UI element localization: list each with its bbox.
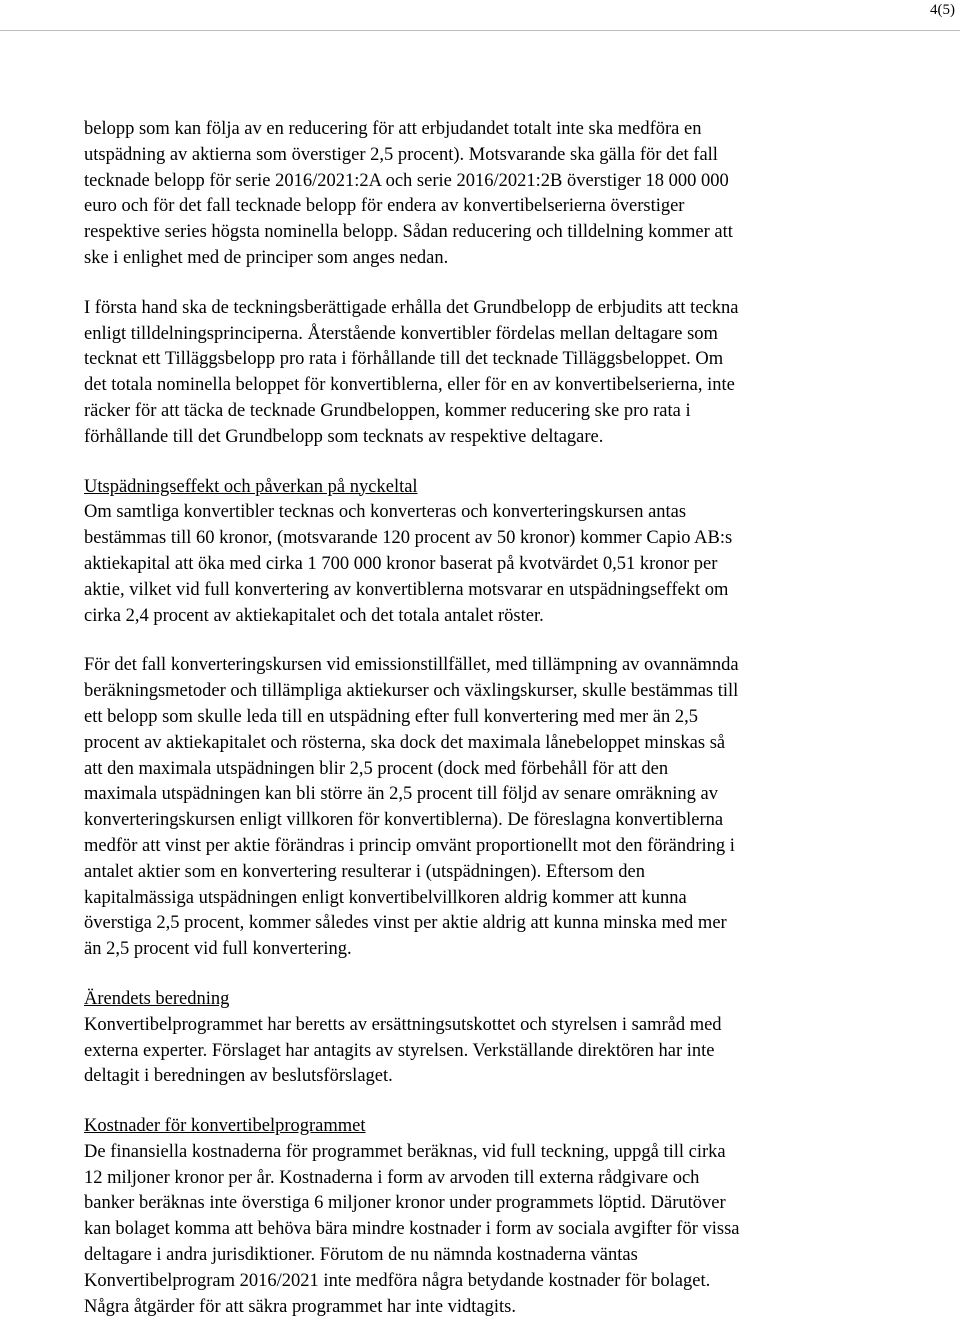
text-line: det totala nominella beloppet för konvertiblerna, eller för en av konvertibelserierna, inte	[84, 375, 735, 396]
text-line: beräkningsmetoder och tillämpliga aktiekurser och växlingskurser, skulle bestämmas till	[84, 681, 739, 702]
text-line: Konvertibelprogram 2016/2021 inte medföra några betydande kostnader för bolaget.	[84, 1270, 711, 1291]
text-line: överstiga 2,5 procent, kommer således vinst per aktie aldrig att kunna minska med mer	[84, 913, 727, 934]
text-line: räcker för att täcka de tecknade Grundbeloppen, kommer reducering ske pro rata i	[84, 400, 691, 421]
text-line: ett belopp som skulle leda till en utspädning efter full konvertering med mer än 2,5	[84, 706, 698, 727]
text-line: Några åtgärder för att säkra programmet har inte vidtagits.	[84, 1296, 517, 1317]
text-line: De finansiella kostnaderna för programmet beräknas, vid full teckning, uppgå till cirka	[84, 1141, 726, 1162]
document-body	[84, 117, 884, 1344]
text-line: enligt tilldelningsprinciperna. Återstående konvertibler fördelas mellan deltagare som	[84, 323, 718, 344]
text-line: belopp som kan följa av en reducering för att erbjudandet totalt inte ska medföra en	[84, 119, 702, 139]
section-heading-preparation: Ärendets beredning	[84, 988, 230, 1009]
text-line: externa experter. Förslaget har antagits av styrelsen. Verkställande direktören har inte	[84, 1040, 715, 1061]
text-line: tecknade belopp för serie 2016/2021:2A och serie 2016/2021:2B överstiger 18 000 000	[84, 170, 729, 191]
text-line: deltagare i andra jurisdiktioner. Förutom de nu nämnda kostnaderna väntas	[84, 1245, 638, 1266]
text-line: maximala utspädningen kan bli större än 2,5 procent till följd av senare omräkning av	[84, 784, 718, 805]
header-rule	[0, 30, 960, 31]
section-preparation	[84, 987, 884, 1090]
paragraph-reduction	[84, 117, 884, 272]
text-line: ske i enlighet med de principer som anges nedan.	[84, 247, 449, 268]
section-costs	[84, 1114, 884, 1320]
text-line: procent av aktiekapitalet och rösterna, ska dock det maximala lånebeloppet minskas så	[84, 732, 726, 753]
text-line: Konvertibelprogrammet har beretts av ersättningsutskottet och styrelsen i samråd med	[84, 1014, 722, 1035]
text-line: deltagit i beredningen av beslutsförslaget.	[84, 1066, 393, 1087]
paragraph-conversion-rate	[84, 653, 884, 963]
text-line: euro och för det fall tecknade belopp för endera av konvertibelserierna överstiger	[84, 196, 685, 217]
text-line: tecknat ett Tilläggsbelopp pro rata i förhållande till det tecknade Tilläggsbeloppet. Om	[84, 349, 724, 370]
text-line: 12 miljoner kronor per år. Kostnaderna i form av arvoden till externa rådgivare och	[84, 1167, 700, 1188]
section-heading-costs: Kostnader för konvertibelprogrammet	[84, 1116, 366, 1137]
text-line: bestämmas till 60 kronor, (motsvarande 120 procent av 50 kronor) kommer Capio AB:s	[84, 528, 733, 549]
text-line: utspädning av aktierna som överstiger 2,5 procent). Motsvarande ska gälla för det fall	[84, 144, 718, 165]
text-line: aktiekapital att öka med cirka 1 700 000 kronor baserat på kvotvärdet 0,51 kronor per	[84, 553, 718, 574]
text-line: konverteringskursen enligt villkoren för konvertiblerna). De föreslagna konvertiblerna	[84, 810, 724, 831]
section-heading-dilution: Utspädningseffekt och påverkan på nyckeltal	[84, 476, 418, 497]
text-line: att den maximala utspädningen blir 2,5 procent (dock med förbehåll för att den	[84, 758, 669, 779]
page-number: 4(5)	[930, 2, 955, 18]
text-line: förhållande till det Grundbelopp som tecknats av respektive deltagare.	[84, 426, 604, 447]
text-line: kapitalmässiga utspädningen enligt konvertibelvillkoren aldrig kommer att kunna	[84, 887, 687, 908]
text-line: I första hand ska de teckningsberättigade erhålla det Grundbelopp de erbjudits att teckna	[84, 297, 739, 318]
paragraph-allocation	[84, 296, 884, 451]
text-line: banker beräknas inte överstiga 6 miljoner kronor under programmets löptid. Därutöver	[84, 1193, 726, 1214]
text-line: än 2,5 procent vid full konvertering.	[84, 939, 352, 960]
text-line: antalet aktier som en konvertering resulterar i (utspädningen). Eftersom den	[84, 861, 645, 882]
text-line: aktie, vilket vid full konvertering av konvertiblerna motsvarar en utspädningseffekt om	[84, 579, 729, 600]
text-line: respektive series högsta nominella belopp. Sådan reducering och tilldelning kommer att	[84, 222, 733, 243]
text-line: För det fall konverteringskursen vid emissionstillfället, med tillämpning av ovannämnda	[84, 655, 739, 676]
section-dilution	[84, 475, 884, 630]
text-line: cirka 2,4 procent av aktiekapitalet och det totala antalet röster.	[84, 605, 544, 626]
text-line: Om samtliga konvertibler tecknas och konverteras och konverteringskursen antas	[84, 502, 687, 523]
text-line: medför att vinst per aktie förändras i princip omvänt proportionellt mot den förändring i	[84, 835, 735, 856]
text-line: kan bolaget komma att behöva bära mindre kostnader i form av sociala avgifter för vissa	[84, 1219, 740, 1240]
